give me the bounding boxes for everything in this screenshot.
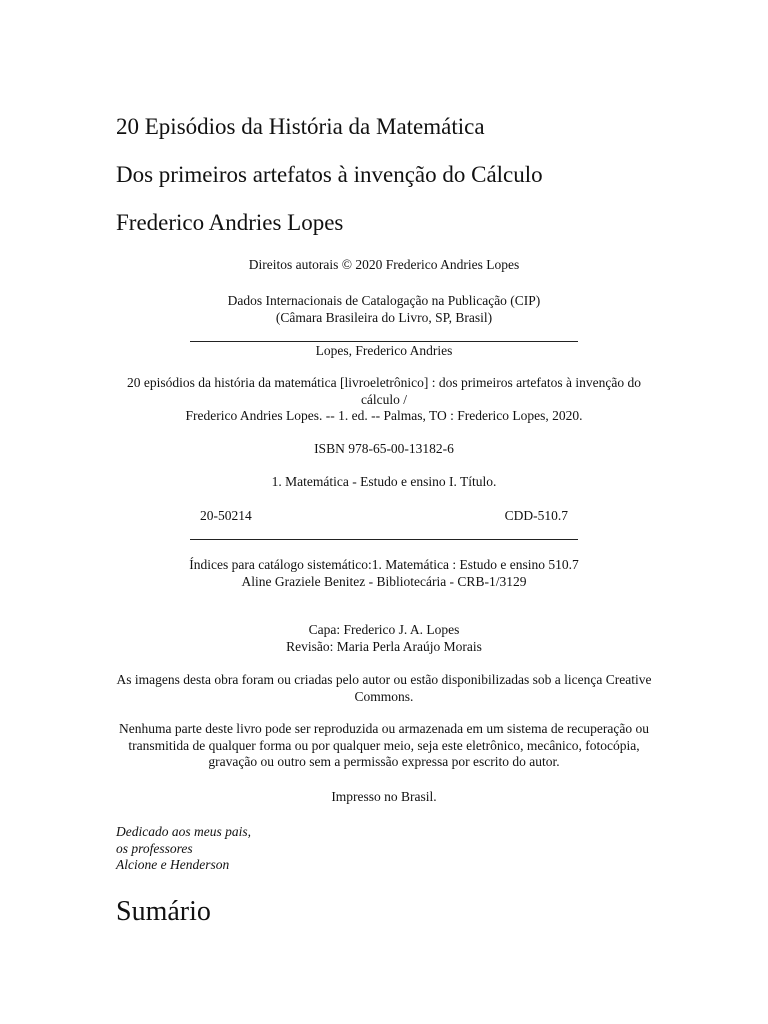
dedication-block: [116, 824, 251, 874]
rights-line-1: Nenhuma parte deste livro pode ser reproduzida ou armazenada em um sistema de recuperação ou: [118, 721, 650, 736]
cip-line-1: Dados Internacionais de Catalogação na Publicação (CIP): [227, 293, 541, 308]
dedication-line-2: os professores: [116, 840, 193, 856]
control-number: 20-50214: [200, 508, 252, 523]
cip-header: [100, 293, 668, 326]
copyright-notice: [100, 257, 668, 274]
rights-line-2: transmitida de qualquer forma ou por qualquer meio, seja este eletrônico, mecânico, fotocópia,: [128, 737, 640, 753]
cip-line-2: (Câmara Brasileira do Livro, SP, Brasil): [275, 309, 493, 325]
dedication-line-1: Dedicado aos meus pais,: [116, 824, 251, 839]
book-subtitle: Dos primeiros artefatos à invenção do Cálculo: [116, 162, 543, 187]
cip-description: [100, 375, 668, 425]
cip-entry-author: [100, 343, 668, 360]
license-line-1: As imagens desta obra foram ou criadas pelo autor ou estão disponibilizadas sob a licença Creative: [116, 672, 652, 687]
rights-block: [100, 721, 668, 771]
cip-top-rule: [190, 341, 578, 342]
book-title: 20 Episódios da História da Matemática: [116, 114, 485, 139]
cip-description-line-2: cálculo /: [360, 391, 408, 407]
isbn-block: [100, 441, 668, 458]
printed-text: Impresso no Brasil.: [331, 789, 437, 804]
subjects-block: [100, 474, 668, 491]
toc-heading: Sumário: [116, 896, 211, 927]
book-author: Frederico Andries Lopes: [116, 210, 344, 235]
cip-description-line-1: 20 episódios da história da matemática [livroeletrônico] : dos primeiros artefatos à invenção do: [127, 375, 641, 390]
credits-block: [100, 622, 668, 655]
cover-credit: Capa: Frederico J. A. Lopes: [308, 622, 460, 637]
license-block: [100, 672, 668, 705]
isbn-text: ISBN 978-65-00-13182-6: [314, 441, 454, 456]
index-block: [100, 557, 668, 590]
index-line-1: Índices para catálogo sistemático:1. Matemática : Estudo e ensino 510.7: [189, 557, 579, 572]
printed-block: [100, 789, 668, 806]
review-credit: Revisão: Maria Perla Araújo Morais: [286, 638, 482, 654]
dedication-line-3: Alcione e Henderson: [116, 857, 230, 872]
cip-author-text: Lopes, Frederico Andries: [315, 343, 453, 358]
subjects-text: 1. Matemática - Estudo e ensino I. Título.: [271, 474, 497, 489]
cdd-number: CDD-510.7: [504, 508, 568, 523]
license-line-2: Commons.: [354, 688, 414, 704]
rights-line-3: gravação ou outro sem a permissão expressa por escrito do autor.: [208, 754, 560, 769]
copyright-text: Direitos autorais © 2020 Frederico Andries Lopes: [248, 257, 520, 272]
cip-description-line-3: Frederico Andries Lopes. -- 1. ed. -- Palmas, TO : Frederico Lopes, 2020.: [185, 408, 583, 423]
cip-bottom-rule: [190, 539, 578, 540]
classification-row: [200, 508, 568, 525]
index-line-2: Aline Graziele Benitez - Bibliotecária - CRB-1/3129: [241, 573, 527, 589]
